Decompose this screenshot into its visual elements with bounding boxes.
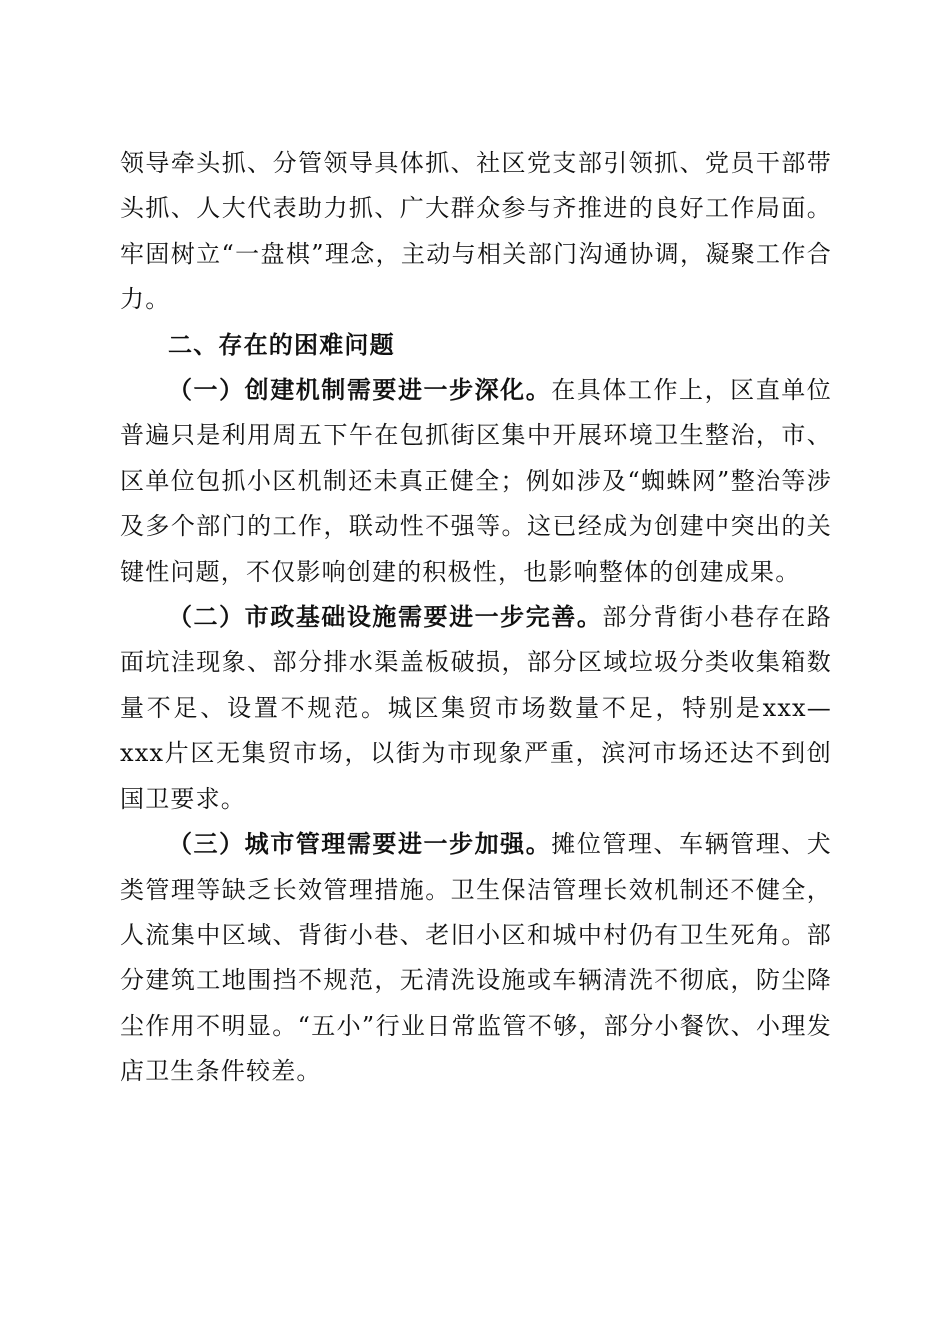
issue-2-body: 部分背街小巷存在路面坑洼现象、部分排水渠盖板破损，部分区域垃圾分类收集箱数量不足、设置不规范。城区集贸市场数量不足，特别是xxx—xxx片区无集贸市场，以街为市现象严重，滨河市场还达不到创国卫要求。 (120, 603, 832, 813)
issue-paragraph-3 (120, 822, 832, 1094)
issue-3-body: 摊位管理、车辆管理、犬类管理等缺乏长效管理措施。卫生保洁管理长效机制还不健全，人流集中区域、背街小巷、老旧小区和城中村仍有卫生死角。部分建筑工地围挡不规范，无清洗设施或车辆清洗不彻底，防尘降尘作用不明显。“五小”行业日常监管不够，部分小餐饮、小理发店卫生条件较差。 (120, 830, 832, 1086)
issue-paragraph-1 (120, 368, 832, 595)
issue-3-lead: （三）城市管理需要进一步加强。 (168, 830, 552, 859)
issue-paragraph-2 (120, 595, 832, 822)
issue-2-lead: （二）市政基础设施需要进一步完善。 (168, 603, 603, 632)
issue-1-lead: （一）创建机制需要进一步深化。 (168, 376, 552, 405)
paragraph-continuation: 领导牵头抓、分管领导具体抓、社区党支部引领抓、党员干部带头抓、人大代表助力抓、广大群众参与齐推进的良好工作局面。牢固树立“一盘棋”理念，主动与相关部门沟通协调，凝聚工作合力。 (120, 149, 832, 314)
section-heading: 二、存在的困难问题 (168, 330, 395, 359)
document-body (120, 141, 832, 1095)
issue-1-body: 在具体工作上，区直单位普遍只是利用周五下午在包抓街区集中开展环境卫生整治，市、区单位包抓小区机制还未真正健全；例如涉及“蜘蛛网”整治等涉及多个部门的工作，联动性不强等。这已经成为创建中突出的关键性问题，不仅影响创建的积极性，也影响整体的创建成果。 (120, 376, 832, 586)
